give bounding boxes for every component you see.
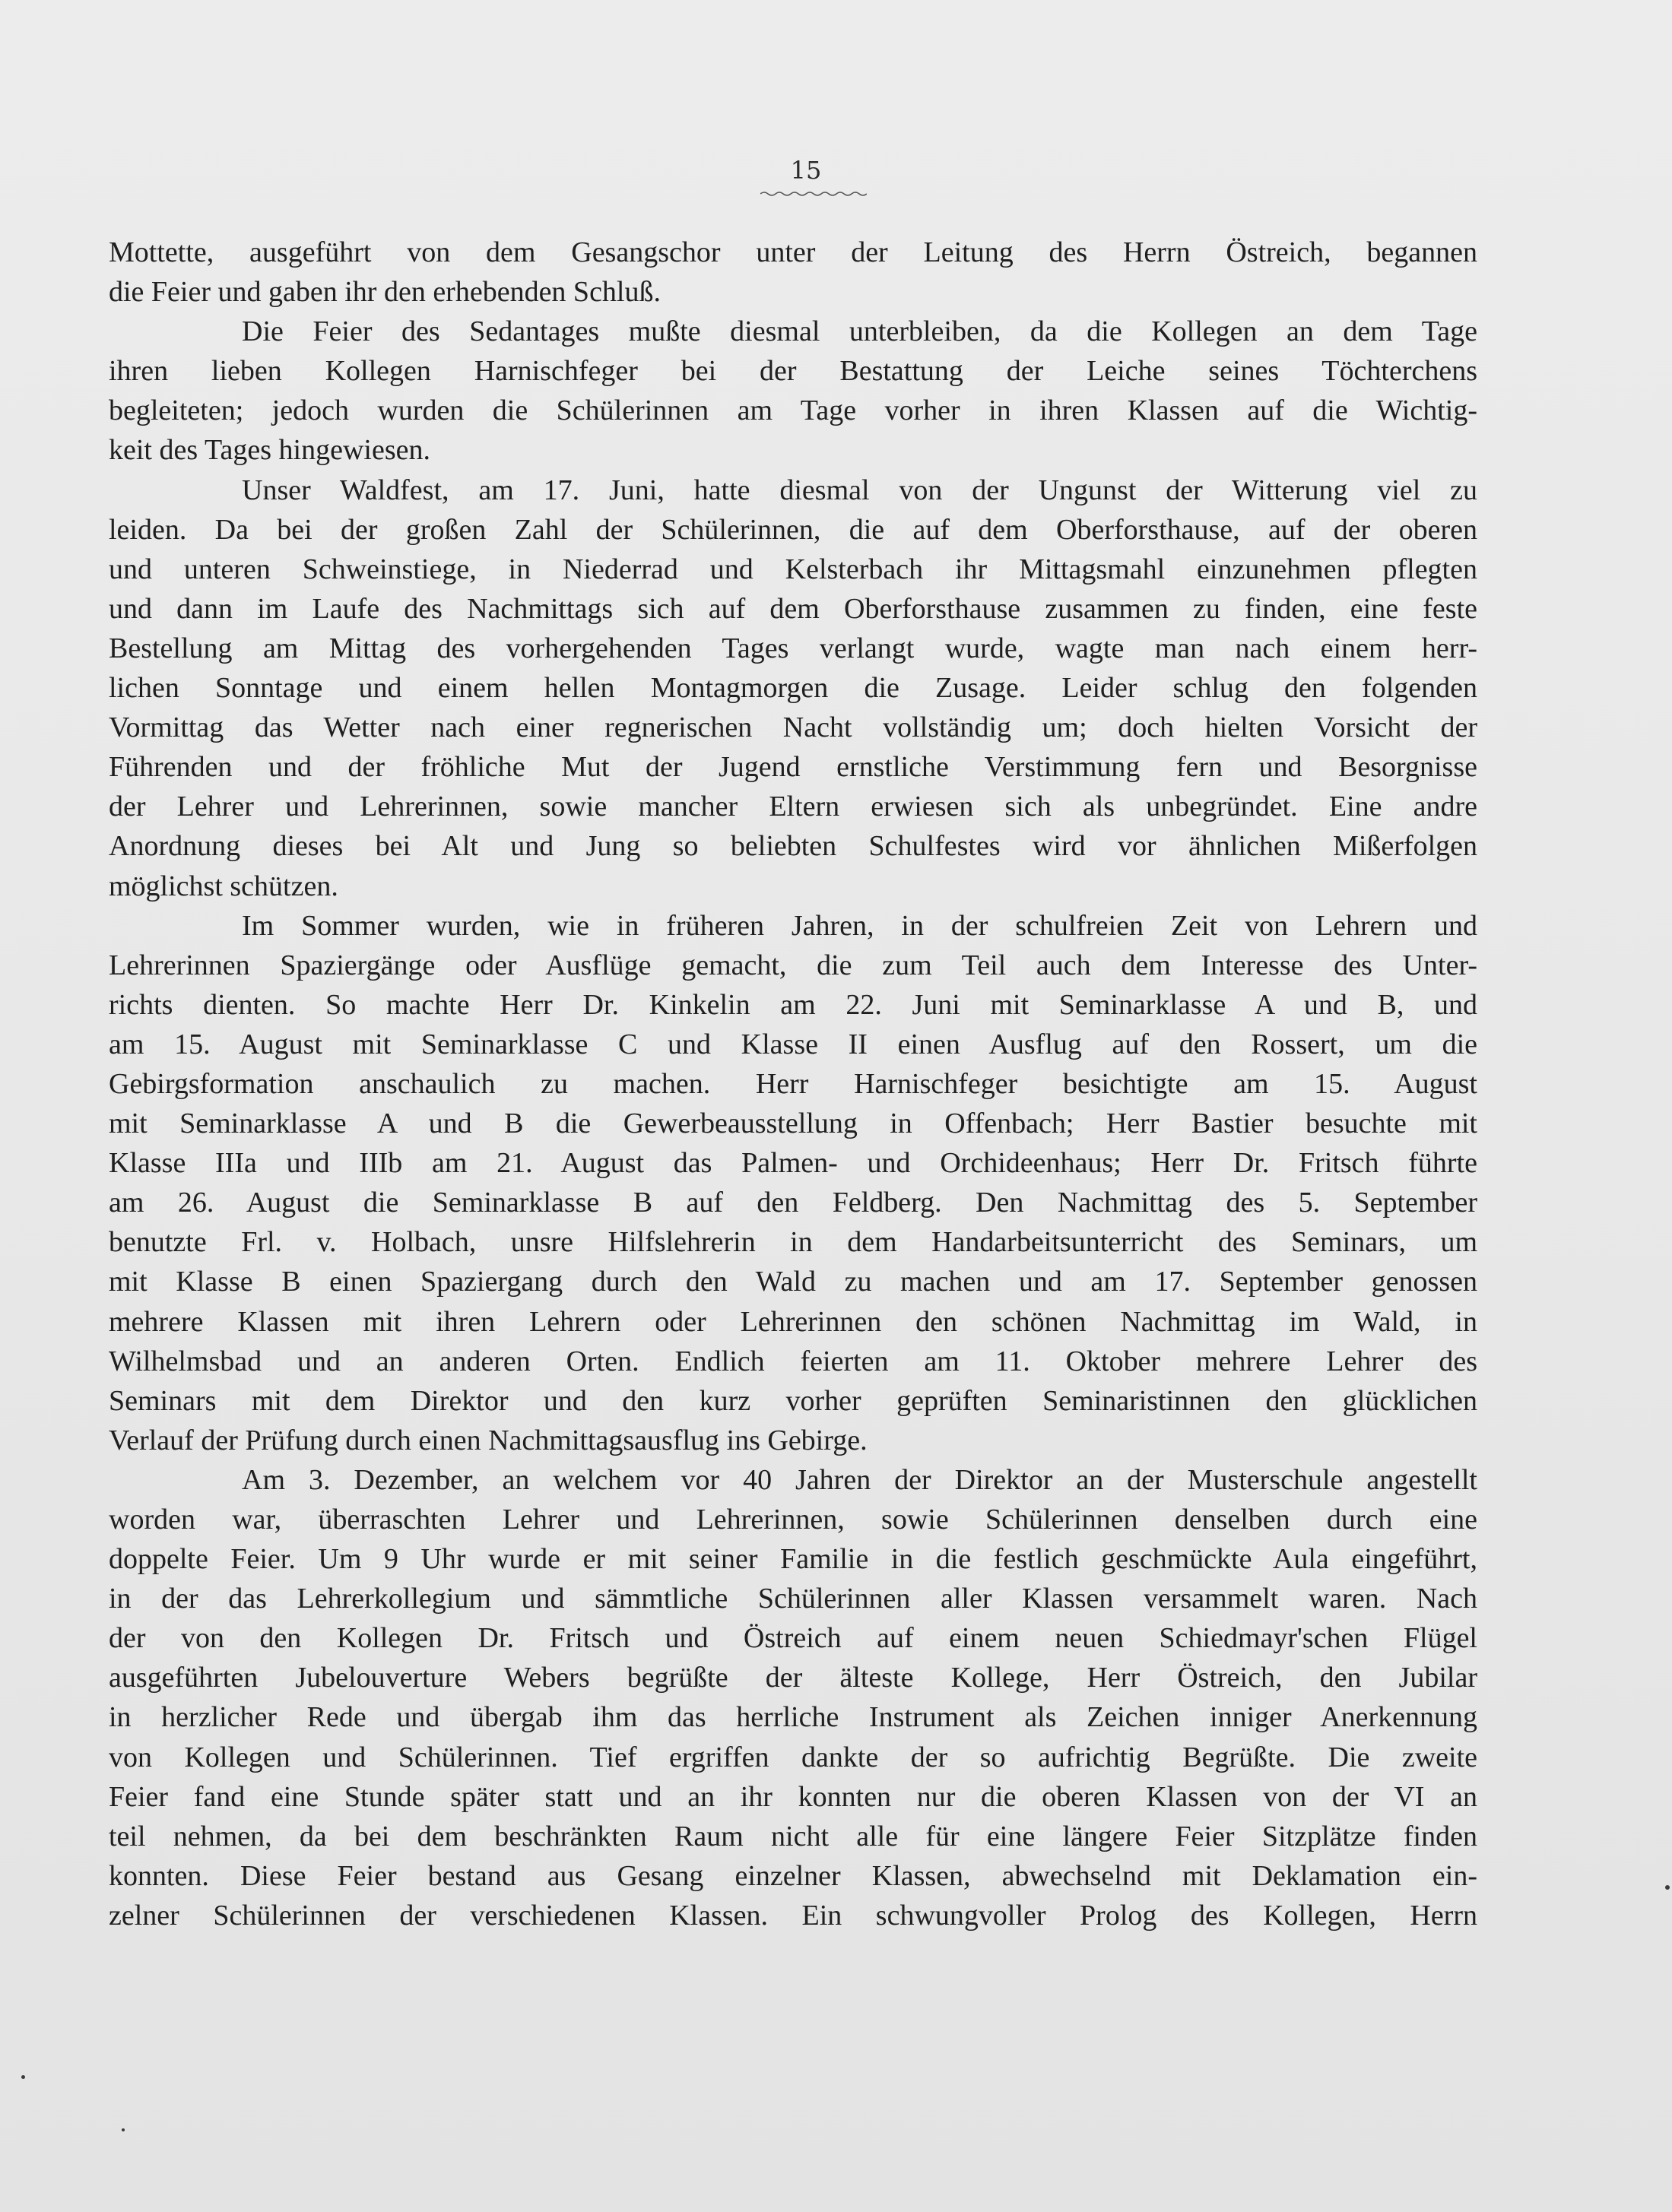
text-line: mit Seminarklasse A und B die Gewerbeausstellung in Offenbach; Herr Bastier besuchte mit bbox=[109, 1108, 1477, 1140]
text-line: von Kollegen und Schülerinnen. Tief ergriffen dankte der so aufrichtig Begrüßte. Die zweite bbox=[109, 1741, 1477, 1773]
scan-speck bbox=[122, 2128, 125, 2131]
text-line: mit Klasse B einen Spaziergang durch den Wald zu machen und am 17. September genossen bbox=[109, 1266, 1477, 1298]
text-line: doppelte Feier. Um 9 Uhr wurde er mit seiner Familie in die festlich geschmückte Aula eingeführt, bbox=[109, 1543, 1477, 1576]
text-line: der von den Kollegen Dr. Fritsch und Östreich auf einem neuen Schiedmayr'schen Flügel bbox=[109, 1622, 1477, 1655]
text-line: Im Sommer wurden, wie in früheren Jahren, in der schulfreien Zeit von Lehrern und bbox=[242, 909, 1477, 942]
text-line: Wilhelmsbad und an anderen Orten. Endlich feierten am 11. Oktober mehrere Lehrer des bbox=[109, 1345, 1477, 1377]
text-line: Unser Waldfest, am 17. Juni, hatte diesmal von der Ungunst der Witterung viel zu bbox=[242, 474, 1477, 506]
text-line: Am 3. Dezember, an welchem vor 40 Jahren der Direktor an der Musterschule angestellt bbox=[242, 1463, 1477, 1496]
text-line: am 15. August mit Seminarklasse C und Klasse II einen Ausflug auf den Rossert, um die bbox=[109, 1028, 1477, 1060]
text-line: in herzlicher Rede und übergab ihm das herrliche Instrument als Zeichen inniger Anerkennung bbox=[109, 1701, 1477, 1734]
page-number-ornament bbox=[760, 190, 867, 198]
text-line: begleiteten; jedoch wurden die Schülerinnen am Tage vorher in ihren Klassen auf die Wichtig- bbox=[109, 395, 1477, 427]
text-line: Seminars mit dem Direktor und den kurz vorher geprüften Seminaristinnen den glücklichen bbox=[109, 1384, 1477, 1417]
text-line: leiden. Da bei der großen Zahl der Schülerinnen, die auf dem Oberforsthause, auf der oberen bbox=[109, 513, 1477, 546]
text-line: benutzte Frl. v. Holbach, unsre Hilfslehrerin in dem Handarbeitsunterricht des Seminars, um bbox=[109, 1226, 1477, 1259]
text-line: Die Feier des Sedantages mußte diesmal unterbleiben, da die Kollegen an dem Tage bbox=[242, 315, 1477, 348]
text-line: Vormittag das Wetter nach einer regnerischen Nacht vollständig um; doch hielten Vorsicht der bbox=[109, 711, 1477, 744]
text-line: die Feier und gaben ihr den erhebenden Schluß. bbox=[109, 276, 661, 309]
text-line: konnten. Diese Feier bestand aus Gesang einzelner Klassen, abwechselnd mit Deklamation ein- bbox=[109, 1859, 1477, 1892]
text-line: ausgeführten Jubelouverture Webers begrüßte der älteste Kollege, Herr Östreich, den Jubilar bbox=[109, 1662, 1477, 1694]
text-line: zelner Schülerinnen der verschiedenen Klassen. Ein schwungvoller Prolog des Kollegen, Herrn bbox=[109, 1899, 1477, 1932]
text-line: Lehrerinnen Spaziergänge oder Ausflüge gemacht, die zum Teil auch dem Interesse des Unter- bbox=[109, 949, 1477, 981]
text-line: ihren lieben Kollegen Harnischfeger bei der Bestattung der Leiche seines Töchterchens bbox=[109, 355, 1477, 388]
scan-speck bbox=[1665, 1885, 1670, 1890]
text-line: Bestellung am Mittag des vorhergehenden Tages verlangt wurde, wagte man nach einem herr- bbox=[109, 632, 1477, 664]
scan-speck bbox=[21, 2075, 25, 2079]
text-line: lichen Sonntage und einem hellen Montagmorgen die Zusage. Leider schlug den folgenden bbox=[109, 672, 1477, 705]
body-text bbox=[109, 233, 1477, 1935]
text-line: der Lehrer und Lehrerinnen, sowie mancher Eltern erwiesen sich als unbegründet. Eine andre bbox=[109, 791, 1477, 823]
text-line: Mottette, ausgeführt von dem Gesangschor unter der Leitung des Herrn Östreich, begannen bbox=[109, 236, 1477, 268]
text-line: worden war, überraschten Lehrer und Lehrerinnen, sowie Schülerinnen denselben durch eine bbox=[109, 1504, 1477, 1535]
text-line: mehrere Klassen mit ihren Lehrern oder Lehrerinnen den schönen Nachmittag im Wald, in bbox=[109, 1305, 1477, 1338]
text-line: in der das Lehrerkollegium und sämmtliche Schülerinnen aller Klassen versammelt waren. Nach bbox=[109, 1583, 1477, 1615]
text-line: Anordnung dieses bei Alt und Jung so beliebten Schulfestes wird vor ähnlichen Mißerfolgen bbox=[109, 830, 1477, 863]
text-line: Führenden und der fröhliche Mut der Jugend ernstliche Verstimmung fern und Besorgnisse bbox=[109, 751, 1477, 784]
text-line: am 26. August die Seminarklasse B auf den Feldberg. Den Nachmittag des 5. September bbox=[109, 1187, 1477, 1219]
text-line: und unteren Schweinstiege, in Niederrad und Kelsterbach ihr Mittagsmahl einzunehmen pflegten bbox=[109, 553, 1477, 585]
page-number: 15 bbox=[790, 156, 822, 185]
text-line: richts dienten. So machte Herr Dr. Kinkelin am 22. Juni mit Seminarklasse A und B, und bbox=[109, 988, 1477, 1021]
text-line: Feier fand eine Stunde später statt und an ihr konnten nur die oberen Klassen von der VI an bbox=[109, 1780, 1477, 1813]
text-line: und dann im Laufe des Nachmittags sich auf dem Oberforsthause zusammen zu finden, eine feste bbox=[109, 592, 1477, 625]
text-line: Gebirgsformation anschaulich zu machen. Herr Harnischfeger besichtigte am 15. August bbox=[109, 1067, 1477, 1100]
text-line: Verlauf der Prüfung durch einen Nachmittagsausflug ins Gebirge. bbox=[109, 1424, 868, 1456]
text-line: Klasse IIIa und IIIb am 21. August das Palmen- und Orchideenhaus; Herr Dr. Fritsch führte bbox=[109, 1147, 1477, 1180]
text-line: keit des Tages hingewiesen. bbox=[109, 434, 430, 467]
text-line: möglichst schützen. bbox=[109, 870, 338, 902]
text-line: teil nehmen, da bei dem beschränkten Raum nicht alle für eine längere Feier Sitzplätze finden bbox=[109, 1820, 1477, 1852]
